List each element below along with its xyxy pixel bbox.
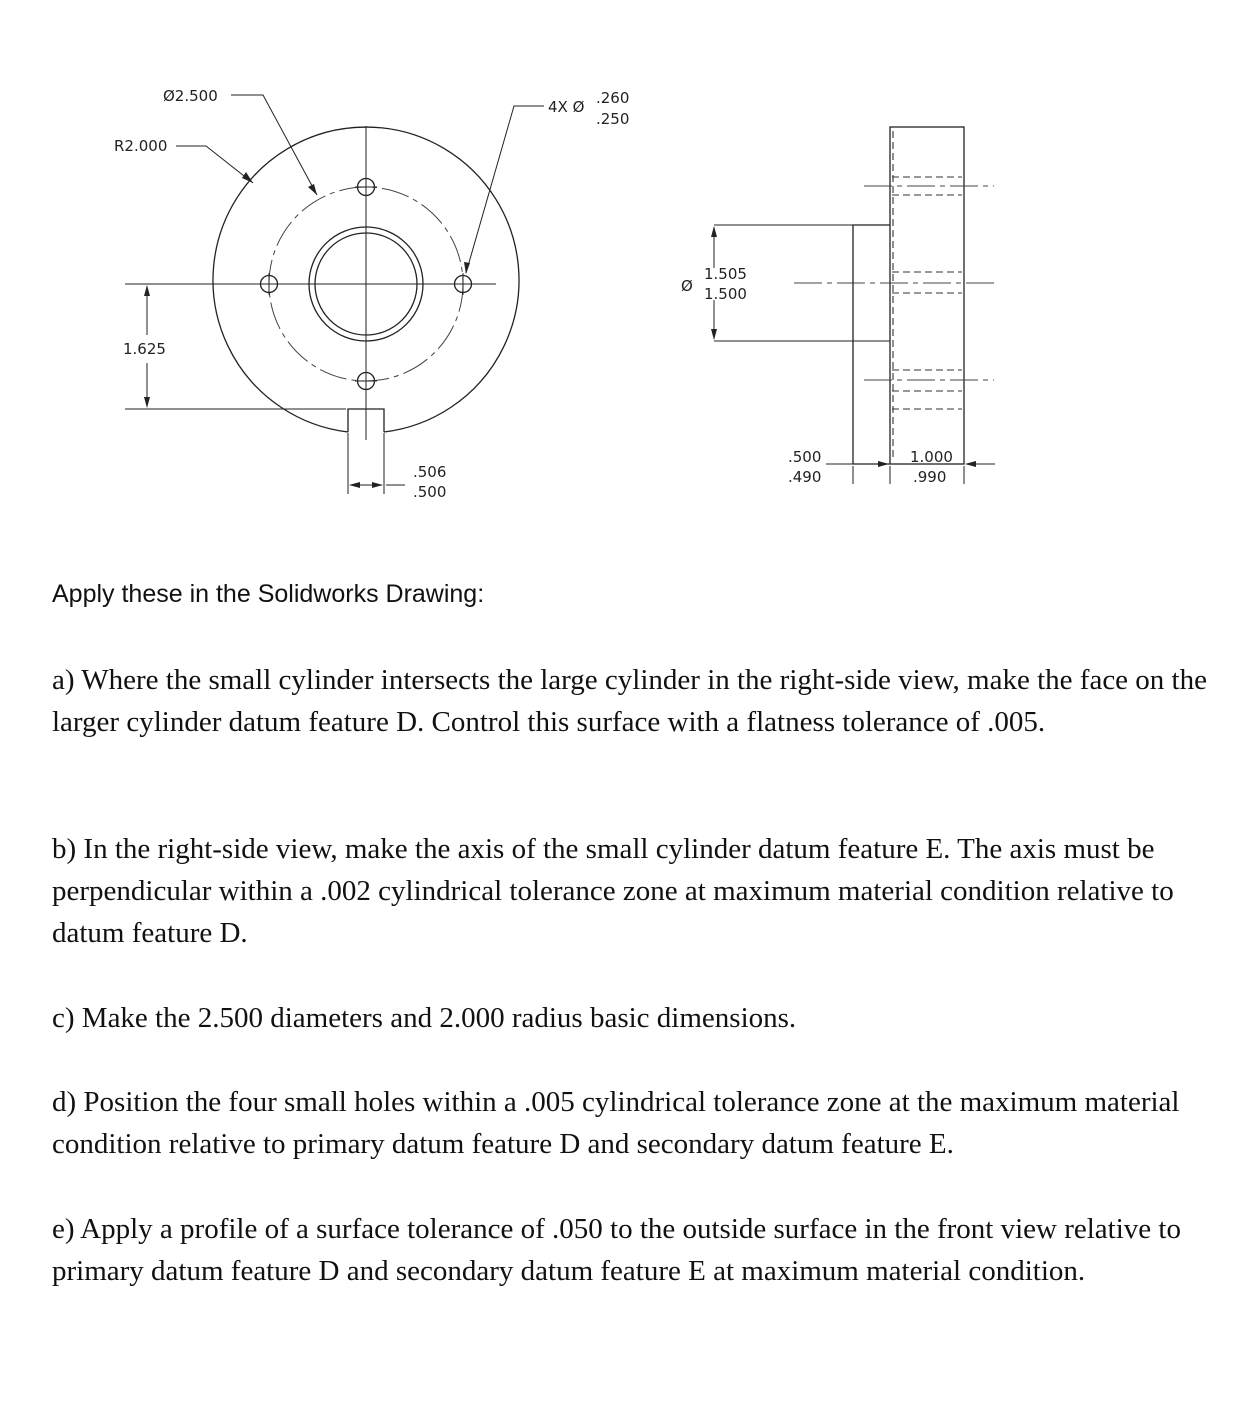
arrowhead [711, 226, 717, 237]
arrowhead [349, 482, 360, 488]
dim-height-1625: 1.625 [123, 340, 166, 358]
arrowhead [965, 461, 976, 467]
dim-slot-upper: .506 [413, 463, 447, 481]
instruction-item-a: a) Where the small cylinder intersects the large cylinder in the right-side view, make the face on the larger cylinder datum feature D. Control this surface with a flatness tolerance of .005. [52, 664, 1207, 738]
dim-hole-lower: .250 [596, 110, 630, 128]
arrowhead [464, 262, 470, 274]
instruction-item-b: b) In the right-side view, make the axis of the small cylinder datum feature E. The axis must be perpendicular within a .002 cylindrical tolerance zone at maximum material condition relative to datum feature D. [52, 833, 1174, 949]
right-side-view [681, 127, 995, 486]
dim-bore-upper: 1.505 [704, 265, 747, 283]
engineering-drawing [0, 0, 1256, 560]
dim-radius-2000: R2.000 [114, 137, 168, 155]
dim-bore-lower: 1.500 [704, 285, 747, 303]
dim-bore-symbol: Ø [681, 277, 693, 295]
dim-hole-upper: .260 [596, 89, 630, 107]
arrowhead [878, 461, 889, 467]
instruction-item-d: d) Position the four small holes within a .005 cylindrical tolerance zone at the maximum material condition relative to primary datum feature D and secondary datum feature E. [52, 1086, 1180, 1160]
arrowhead [144, 397, 150, 408]
dim-hole-count: 4X Ø [548, 98, 585, 116]
dim-boss-lower: .490 [788, 468, 822, 486]
instruction-item-c: c) Make the 2.500 diameters and 2.000 radius basic dimensions. [52, 1002, 797, 1034]
instructions-heading: Apply these in the Solidworks Drawing: [52, 580, 485, 608]
arrowhead [711, 329, 717, 340]
instruction-item-e: e) Apply a profile of a surface tolerance of .050 to the outside surface in the front view relative to primary datum feature D and secondary datum feature E at maximum material condition. [52, 1213, 1181, 1287]
front-view [114, 87, 629, 501]
dim-flange-lower: .990 [913, 468, 947, 486]
arrowhead [144, 285, 150, 296]
dim-diameter-2500: Ø2.500 [163, 87, 218, 105]
arrowhead [308, 184, 317, 195]
leader-line [466, 106, 544, 273]
dim-flange-upper: 1.000 [910, 448, 953, 466]
dim-slot-lower: .500 [413, 483, 447, 501]
dim-boss-upper: .500 [788, 448, 822, 466]
leader-line [176, 146, 253, 183]
arrowhead [372, 482, 383, 488]
boss-body [853, 225, 890, 464]
arrowhead [242, 172, 253, 183]
leader-line [231, 95, 317, 195]
